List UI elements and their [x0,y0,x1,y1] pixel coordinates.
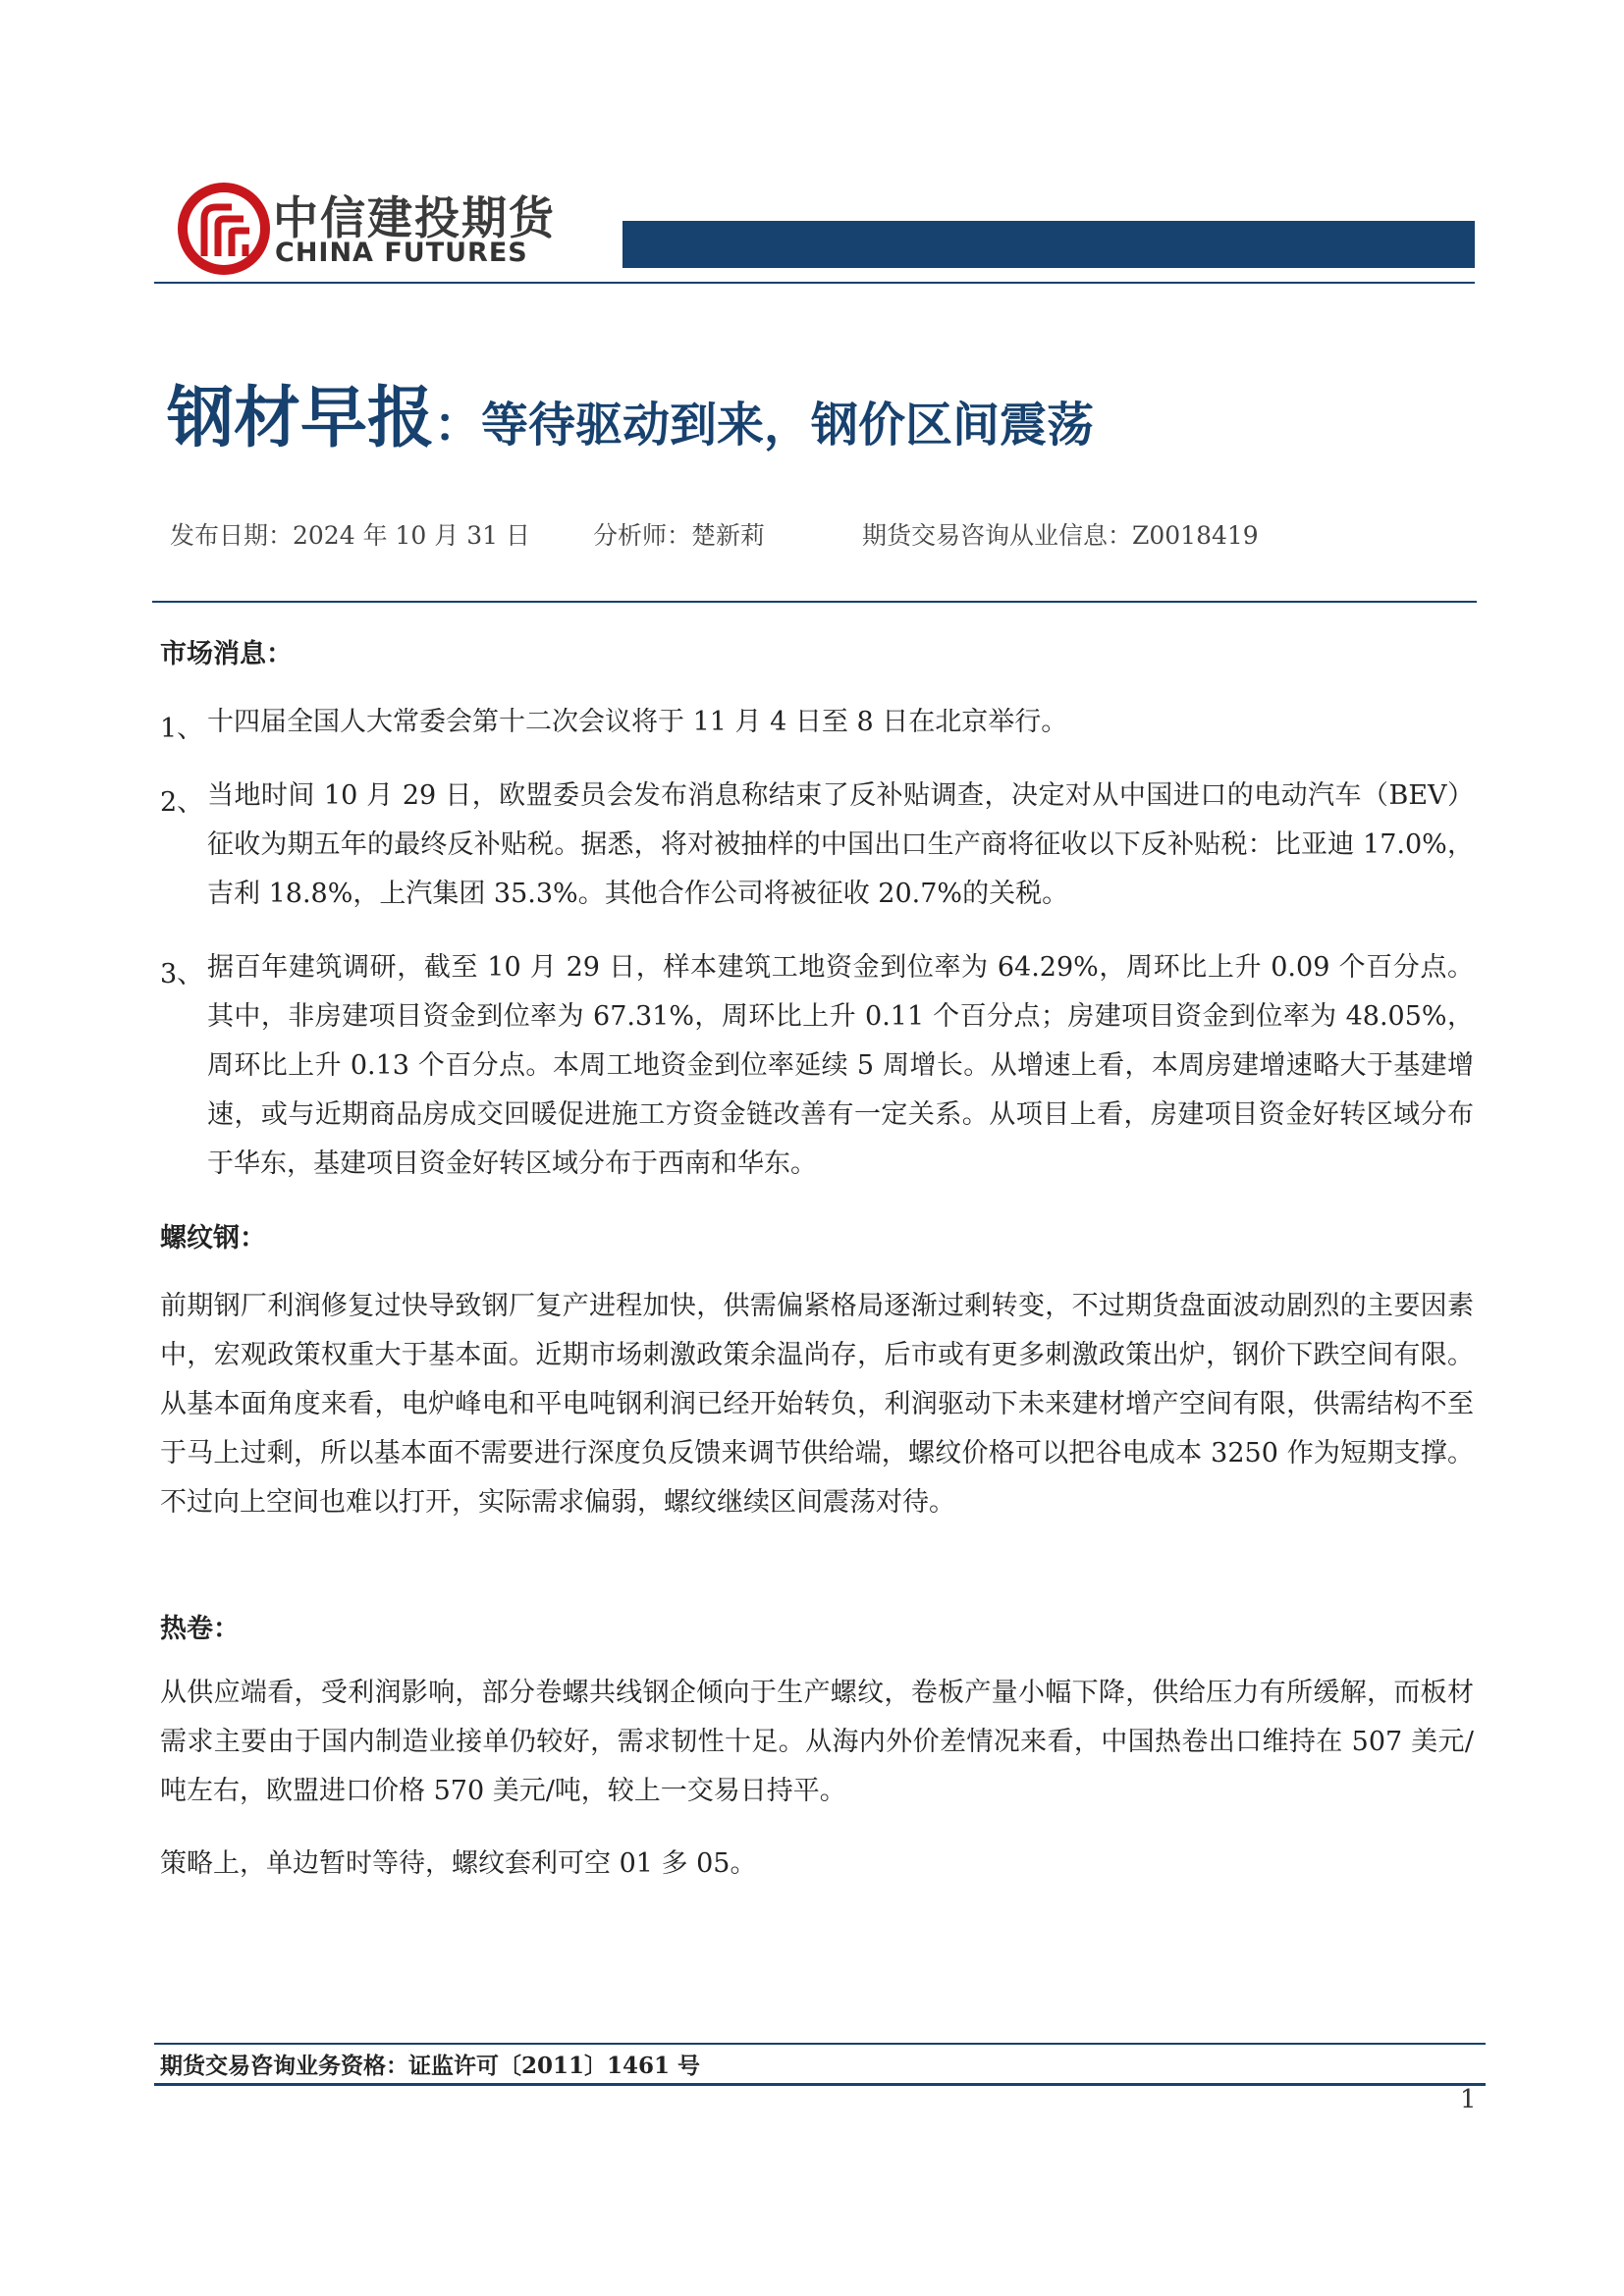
list-item-number: 1、 [160,714,204,744]
strategy-paragraph: 策略上，单边暂时等待，螺纹套利可空 01 多 05。 [160,1848,757,1879]
meta-divider [152,601,1477,603]
title-subtitle: 等待驱动到来，钢价区间震荡 [481,398,1095,453]
footer-divider-bottom [154,2083,1486,2086]
page-number: 1 [1460,2085,1477,2114]
analyst-name: 分析师：楚新莉 [593,521,766,550]
meta-row [170,516,1259,552]
publish-date: 发布日期：2024 年 10 月 31 日 [170,521,530,550]
brand-name-en: CHINA FUTURES [275,238,528,268]
section-heading-rebar: 螺纹钢： [160,1223,266,1254]
analyst-license: 期货交易咨询从业信息：Z0018419 [862,521,1259,550]
list-item-text: 据百年建筑调研，截至 10 月 29 日，样本建筑工地资金到位率为 64.29%，周环比上升 0.09 个百分点。其中，非房建项目资金到位率为 67.31%，周环比上升 0.11 个百分点；房建项目资金到位率为 48.05%，周环比上升 0.13 个百分点。本周工地资金到位率延续 5 周增长。从增速上看，本周房建增速略大于基建增速，或与近期商品房成交回暖促进施工方资金链改善有一定关系。从项目上看，房建项目资金好转区域分布于华东，基建项目资金好转区域分布于西南和华东。 [207,952,1474,1179]
list-item-number: 2、 [160,787,204,818]
footer-divider-top [154,2043,1486,2045]
company-logo-mark [175,180,273,278]
report-title [167,365,1094,460]
section-heading-hot-coil: 热卷： [160,1614,240,1644]
title-colon: ： [434,398,482,453]
list-item-text: 十四届全国人大常委会第十二次会议将于 11 月 4 日至 8 日在北京举行。 [207,707,1068,737]
list-item-text: 当地时间 10 月 29 日，欧盟委员会发布消息称结束了反补贴调查，决定对从中国进口的电动汽车（BEV）征收为期五年的最终反补贴税。据悉，将对被抽样的中国出口生产商将征收以下反补贴税：比亚迪 17.0%，吉利 18.8%，上汽集团 35.3%。其他合作公司将被征收 20.7%的关税。 [207,780,1474,909]
header-bar [623,221,1475,268]
list-item-number: 3、 [160,959,204,989]
brand-name-cn: 中信建投期货 [273,191,556,244]
footer-qualification: 期货交易咨询业务资格：证监许可〔2011〕1461 号 [160,2053,701,2079]
title-main: 钢材早报 [167,380,435,457]
rebar-paragraph: 前期钢厂利润修复过快导致钢厂复产进程加快，供需偏紧格局逐渐过剩转变，不过期货盘面波动剧烈的主要因素中，宏观政策权重大于基本面。近期市场刺激政策余温尚存，后市或有更多刺激政策出炉，钢价下跌空间有限。从基本面角度来看，电炉峰电和平电吨钢利润已经开始转负，利润驱动下未来建材增产空间有限，供需结构不至于马上过剩，所以基本面不需要进行深度负反馈来调节供给端，螺纹价格可以把谷电成本 3250 作为短期支撑。不过向上空间也难以打开，实际需求偏弱，螺纹继续区间震荡对待。 [160,1291,1474,1518]
hot-coil-paragraph: 从供应端看，受利润影响，部分卷螺共线钢企倾向于生产螺纹，卷板产量小幅下降，供给压力有所缓解，而板材需求主要由于国内制造业接单仍较好，需求韧性十足。从海内外价差情况来看，中国热卷出口维持在 507 美元/吨左右，欧盟进口价格 570 美元/吨，较上一交易日持平。 [160,1678,1474,1806]
section-heading-market-news: 市场消息： [160,639,293,669]
header-divider [154,282,1475,284]
